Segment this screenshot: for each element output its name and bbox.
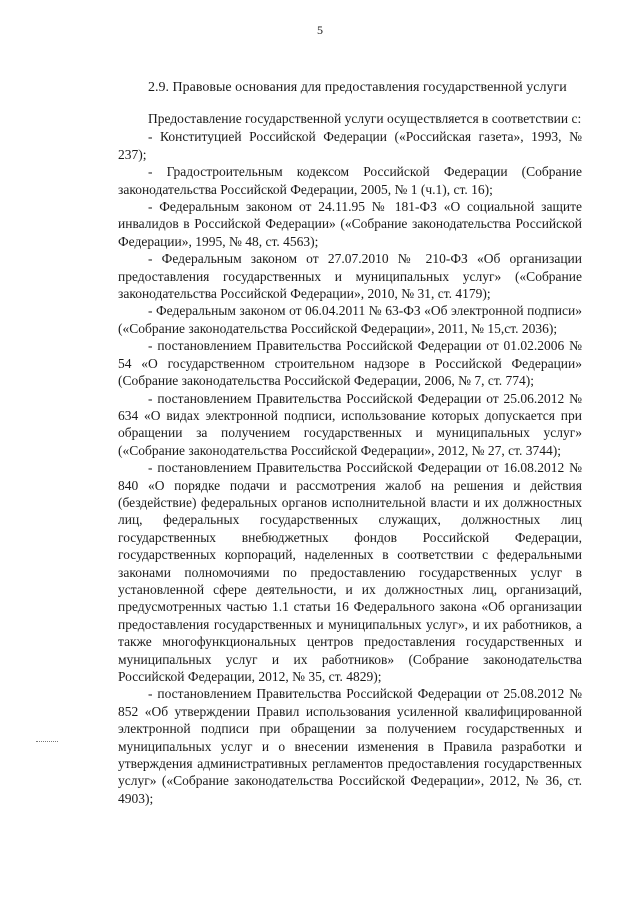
list-item-decree-634: - постановлением Правительства Российской Федерации от 25.06.2012 № 634 «О видах электронной подписи, использование которых допускается при обращении за получением государственных и муниципальных услуг» («Собрание законодательства Российской Федерации», 2012, № 27, ст. 3744); — [118, 390, 582, 458]
page-number: 5 — [317, 23, 323, 37]
document-body — [118, 110, 582, 807]
list-item-decree-852: - постановлением Правительства Российской Федерации от 25.08.2012 № 852 «Об утверждении Правил использования усиленной квалифицированной электронной подписи при обращении за получением государственных и муниципальных услуг и о внесении изменения в Правила разработки и утверждения административных регламентов предоставления государственных услуг» («Собрание законодательства Российской Федерации», 2012, № 36, ст. 4903); — [118, 686, 582, 806]
list-item-law-210: - Федеральным законом от 27.07.2010 № 210-ФЗ «Об организации предоставления государственных и муниципальных услуг» («Собрание законодательства Российской Федерации», 2010, № 31, ст. 4179); — [118, 251, 582, 302]
list-item-law-63: - Федеральным законом от 06.04.2011 № 63-ФЗ «Об электронной подписи» («Собрание законодательства Российской Федерации», 2011, № 15,ст. 2036); — [118, 303, 582, 336]
list-item-constitution: - Конституцией Российской Федерации («Российская газета», 1993, № 237); — [118, 129, 582, 162]
intro-paragraph: Предоставление государственной услуги осуществляется в соответствии с: — [148, 111, 582, 126]
list-item-urban-code: - Градостроительным кодексом Российской Федерации (Собрание законодательства Российской Федерации, 2005, № 1 (ч.1), ст. 16); — [118, 164, 582, 197]
margin-mark — [36, 741, 58, 744]
list-item-decree-840: - постановлением Правительства Российской Федерации от 16.08.2012 № 840 «О порядке подачи и рассмотрения жалоб на решения и действия (бездействие) федеральных органов исполнительной власти и их должностных лиц, федеральных государственных служащих, должностных лиц государственных внебюджетных фондов Российской Федерации, государственных корпораций, наделенных в соответствии с федеральными законами полномочиями по предоставлению государственных услуг в установленной сфере деятельности, и их должностных лиц, организаций, предусмотренных частью 1.1 статьи 16 Федерального закона «Об организации предоставления государственных и муниципальных услуг», и их работников, а также многофункциональных центров предоставления государственных и муниципальных услуг и их работников» (Собрание законодательства Российской Федерации, 2012, № 35, ст. 4829); — [118, 460, 582, 684]
list-item-decree-54: - постановлением Правительства Российской Федерации от 01.02.2006 № 54 «О государственном строительном надзоре в Российской Федерации» (Собрание законодательства Российской Федерации, 2006, № 7, ст. 774); — [118, 338, 582, 389]
section-heading: 2.9. Правовые основания для предоставления государственной услуги — [148, 80, 567, 95]
list-item-law-181: - Федеральным законом от 24.11.95 № 181-ФЗ «О социальной защите инвалидов в Российской Федерации» («Собрание законодательства Российской Федерации», 1995, № 48, ст. 4563); — [118, 199, 582, 249]
